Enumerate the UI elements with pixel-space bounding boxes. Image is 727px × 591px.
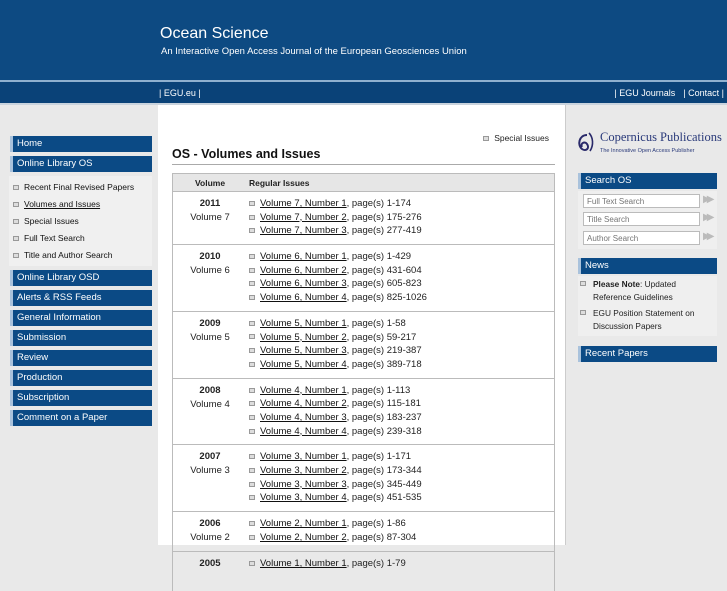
submenu-item-recent[interactable] <box>13 182 134 192</box>
news-item[interactable] <box>580 307 714 332</box>
bullet-icon <box>249 281 255 286</box>
site-title[interactable]: Ocean Science <box>160 25 269 42</box>
nav-general-info[interactable]: General Information <box>10 310 152 326</box>
bullet-icon <box>249 401 255 406</box>
nav-review[interactable]: Review <box>10 350 152 366</box>
divider <box>172 164 555 165</box>
issue-link[interactable]: Volume 3, Number 3 <box>260 478 347 490</box>
year: 2007 <box>199 451 221 463</box>
year: 2011 <box>199 198 221 209</box>
issue-pages: , page(s) 1-429 <box>346 251 412 263</box>
issue-row <box>249 197 554 211</box>
bullet-icon <box>249 521 255 526</box>
issue-row <box>249 491 554 505</box>
issue-pages: , page(s) 605-823 <box>346 278 422 290</box>
volume-group <box>173 511 554 551</box>
nav-comment[interactable]: Comment on a Paper <box>10 410 152 426</box>
col-regular-issues: Regular Issues <box>249 178 310 188</box>
label: Special Issues <box>494 133 549 143</box>
issue-pages: , page(s) 431-604 <box>346 264 422 276</box>
volume-label: Volume 3 <box>190 465 230 477</box>
issue-link[interactable]: Volume 5, Number 4 <box>260 358 347 370</box>
news-text: EGU Position Statement on Discussion Papers <box>593 308 695 331</box>
issue-link[interactable]: Volume 3, Number 2 <box>260 465 347 476</box>
issue-row <box>249 211 554 225</box>
bullet-icon <box>249 295 255 300</box>
search-box <box>578 191 717 249</box>
label: Full Text Search <box>24 233 85 243</box>
volume-group <box>173 311 554 378</box>
logo-mark-icon <box>575 131 597 157</box>
issue-link[interactable]: Volume 1, Number 1 <box>260 558 347 570</box>
issue-link[interactable]: Volume 7, Number 3 <box>260 225 347 237</box>
issue-link[interactable]: Volume 5, Number 2 <box>260 331 347 343</box>
issue-link[interactable]: Volume 5, Number 1 <box>260 317 347 329</box>
search-go-icon[interactable]: ▶▶ <box>703 231 711 242</box>
bullet-icon <box>249 254 255 259</box>
issue-row <box>249 464 554 478</box>
egu-link[interactable]: | EGU.eu | <box>159 88 201 98</box>
issue-pages: , page(s) 59-217 <box>346 331 417 343</box>
col-volume: Volume <box>195 178 226 188</box>
copernicus-logo[interactable] <box>575 129 727 161</box>
author-search-input[interactable] <box>583 231 700 245</box>
bullet-icon <box>249 348 255 353</box>
issue-link[interactable]: Volume 3, Number 1 <box>260 451 347 463</box>
bullet-icon <box>249 495 255 500</box>
full-text-search-input[interactable] <box>583 194 700 208</box>
year: 2009 <box>199 317 221 329</box>
news-heading: News <box>578 258 717 274</box>
recent-papers-heading: Recent Papers <box>578 346 717 362</box>
bullet-icon <box>580 310 586 315</box>
bullet-icon <box>483 136 489 141</box>
bullet-icon <box>249 429 255 434</box>
bullet-icon <box>13 236 19 241</box>
issue-pages: , page(s) 183-237 <box>346 411 422 423</box>
volume-group <box>173 191 554 244</box>
label: Recent Final Revised Papers <box>24 182 135 192</box>
nav-alerts-rss[interactable]: Alerts & RSS Feeds <box>10 290 152 306</box>
issue-row <box>249 317 554 331</box>
news-item[interactable] <box>580 278 714 303</box>
bullet-icon <box>249 362 255 367</box>
volume-label: Volume 7 <box>190 212 230 223</box>
issue-link[interactable]: Volume 7, Number 1 <box>260 198 347 209</box>
search-heading: Search OS <box>578 173 717 189</box>
issue-pages: , page(s) 389-718 <box>346 358 422 370</box>
issue-pages: , page(s) 175-276 <box>346 211 422 223</box>
bullet-icon <box>13 253 19 258</box>
issue-link[interactable]: Volume 7, Number 2 <box>260 211 347 223</box>
issue-link[interactable]: Volume 6, Number 1 <box>260 251 347 263</box>
title-search-input[interactable] <box>583 212 700 226</box>
bullet-icon <box>249 468 255 473</box>
site-subtitle: An Interactive Open Access Journal of the European Geosciences Union <box>161 46 467 57</box>
issue-row <box>249 478 554 492</box>
submenu-item-volumes[interactable] <box>13 199 100 209</box>
issue-row <box>249 358 554 372</box>
submenu-item-special[interactable] <box>13 216 79 226</box>
submenu-item-fulltext[interactable] <box>13 233 85 243</box>
issue-row <box>249 425 554 439</box>
issue-link[interactable]: Volume 6, Number 2 <box>260 264 347 276</box>
issue-link[interactable]: Volume 4, Number 4 <box>260 425 347 437</box>
news-bold: Please Note <box>593 279 641 289</box>
news-text: : Updated Reference Guidelines <box>593 279 677 302</box>
issue-link[interactable]: Volume 6, Number 3 <box>260 278 347 290</box>
bullet-icon <box>249 535 255 540</box>
issue-pages: , page(s) 451-535 <box>346 492 422 504</box>
issue-row <box>249 517 554 531</box>
search-go-icon[interactable]: ▶▶ <box>703 212 711 223</box>
issue-pages: , page(s) 1-79 <box>346 558 406 570</box>
issue-pages: , page(s) 87-304 <box>346 531 417 543</box>
issue-link[interactable]: Volume 4, Number 2 <box>260 398 347 410</box>
bullet-icon <box>249 388 255 393</box>
contact-link[interactable]: | Contact | <box>683 88 724 98</box>
issue-row <box>249 557 554 571</box>
issue-pages: , page(s) 1-174 <box>346 198 412 209</box>
issue-pages: , page(s) 1-86 <box>346 518 406 530</box>
issue-link[interactable]: Volume 3, Number 4 <box>260 492 347 504</box>
volume-label: Volume 2 <box>190 532 230 544</box>
site-header <box>0 0 727 80</box>
bullet-icon <box>13 185 19 190</box>
nav-online-library-osd[interactable]: Online Library OSD <box>10 270 152 286</box>
issue-pages: , page(s) 1-113 <box>346 384 411 396</box>
issue-pages: , page(s) 1-58 <box>346 317 406 329</box>
issue-pages: , page(s) 277-419 <box>346 225 422 237</box>
volume-group <box>173 551 554 591</box>
bullet-icon <box>249 454 255 459</box>
page-title: OS - Volumes and Issues <box>172 147 321 161</box>
bullet-icon <box>249 321 255 326</box>
volume-group <box>173 444 554 511</box>
year: 2010 <box>199 251 221 263</box>
volume-label: Volume 4 <box>190 398 230 410</box>
issue-row <box>249 291 554 305</box>
issue-row <box>249 344 554 358</box>
nav-home[interactable]: Home <box>10 136 152 152</box>
issue-row <box>249 384 554 398</box>
search-go-icon[interactable]: ▶▶ <box>703 194 711 205</box>
year: 2008 <box>199 384 221 396</box>
nav-subscription[interactable]: Subscription <box>10 390 152 406</box>
bullet-icon <box>249 415 255 420</box>
issue-link[interactable]: Volume 2, Number 2 <box>260 531 347 543</box>
issue-row <box>249 411 554 425</box>
bullet-icon <box>13 219 19 224</box>
right-sidebar <box>567 105 727 545</box>
bullet-icon <box>249 215 255 220</box>
nav-online-library-os[interactable]: Online Library OS <box>10 156 152 172</box>
issue-row <box>249 450 554 464</box>
special-issues-link[interactable] <box>483 133 549 143</box>
issue-pages: , page(s) 173-344 <box>346 465 422 476</box>
issue-link[interactable]: Volume 4, Number 1 <box>260 384 347 396</box>
issue-link[interactable]: Volume 6, Number 4 <box>260 292 347 304</box>
issue-row <box>249 224 554 238</box>
issue-pages: , page(s) 1-171 <box>346 451 412 463</box>
issue-link[interactable]: Volume 5, Number 3 <box>260 345 347 357</box>
issue-row <box>249 277 554 291</box>
table-body <box>173 191 554 591</box>
issue-row <box>249 250 554 264</box>
bullet-icon <box>580 281 586 286</box>
label: Title and Author Search <box>24 250 113 260</box>
issue-link[interactable]: Volume 2, Number 1 <box>260 518 347 530</box>
volume-group <box>173 244 554 311</box>
issue-row <box>249 264 554 278</box>
nav-submission[interactable]: Submission <box>10 330 152 346</box>
bullet-icon <box>249 482 255 487</box>
bullet-icon <box>13 202 19 207</box>
issue-row <box>249 331 554 345</box>
issue-row <box>249 397 554 411</box>
issue-pages: , page(s) 345-449 <box>346 478 422 490</box>
issue-row <box>249 531 554 545</box>
issue-pages: , page(s) 219-387 <box>346 345 422 357</box>
bullet-icon <box>249 334 255 339</box>
volume-label: Volume 5 <box>190 331 230 343</box>
volumes-table <box>172 173 555 591</box>
year: 2005 <box>199 558 221 570</box>
issue-pages: , page(s) 825-1026 <box>346 292 427 304</box>
issue-pages: , page(s) 239-318 <box>346 425 422 437</box>
news-box <box>578 276 717 336</box>
main-content <box>158 105 566 570</box>
year: 2006 <box>199 518 221 530</box>
volume-group <box>173 378 554 445</box>
bullet-icon <box>249 268 255 273</box>
bullet-icon <box>249 201 255 206</box>
logo-name: Copernicus Publications <box>600 130 722 144</box>
table-header <box>173 174 554 191</box>
bullet-icon <box>249 561 255 566</box>
egu-journals-link[interactable]: | EGU Journals <box>614 88 676 98</box>
bullet-icon <box>249 228 255 233</box>
nav-production[interactable]: Production <box>10 370 152 386</box>
label[interactable]: Volumes and Issues <box>24 199 101 209</box>
logo-tagline: The Innovative Open Access Publisher <box>600 148 695 154</box>
volume-label: Volume 6 <box>190 265 230 277</box>
submenu-item-title-author[interactable] <box>13 250 113 260</box>
issue-link[interactable]: Volume 4, Number 3 <box>260 411 347 423</box>
issue-pages: , page(s) 115-181 <box>346 398 421 410</box>
top-nav <box>0 82 727 103</box>
label: Special Issues <box>24 216 79 226</box>
